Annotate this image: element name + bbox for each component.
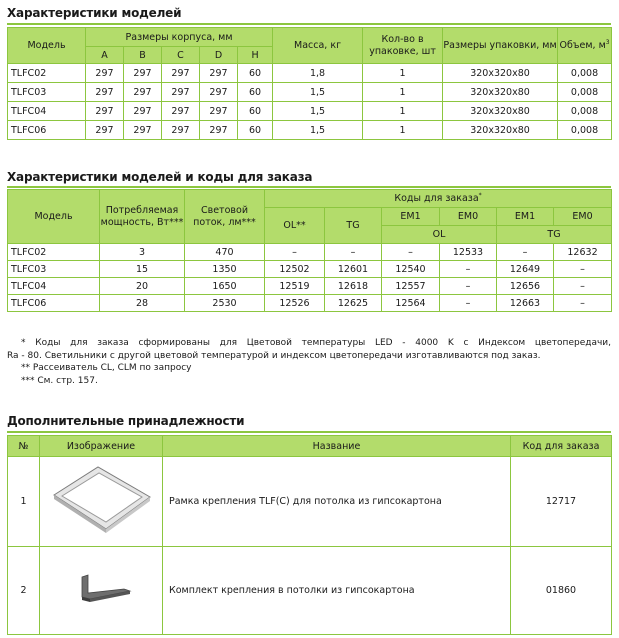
footnote-codes-2: Ra - 80. Светильники с другой цветовой температурой и индексом цветопередачи изготавливаются под заказ. xyxy=(7,350,541,361)
cell-mass: 1,5 xyxy=(273,102,363,121)
cell-b: 297 xyxy=(124,83,162,102)
header-tg-em1: EM1 xyxy=(497,208,554,226)
cell-tg: 12618 xyxy=(325,278,382,295)
cell-d: 297 xyxy=(200,102,238,121)
section-title-codes: Характеристики моделей и коды для заказа xyxy=(7,170,313,184)
footnote-page-ref: *** См. стр. 157. xyxy=(21,375,98,386)
header-num: № xyxy=(8,436,40,457)
cell-name: Комплект крепления в потолки из гипсокартона xyxy=(163,547,511,635)
cell-a: 297 xyxy=(86,64,124,83)
header-pack: Размеры упаковки, мм xyxy=(443,28,558,64)
cell-b: 297 xyxy=(124,121,162,140)
cell-model: TLFC04 xyxy=(8,278,100,295)
header-name: Название xyxy=(163,436,511,457)
mounting-bracket-icon xyxy=(66,569,136,609)
cell-qty: 1 xyxy=(363,83,443,102)
cell-flux: 1350 xyxy=(185,261,265,278)
cell-flux: 470 xyxy=(185,244,265,261)
table-row xyxy=(8,295,612,312)
header-em-ol: OL xyxy=(382,226,497,244)
cell-tg-em1: 12663 xyxy=(497,295,554,312)
cell-volume: 0,008 xyxy=(558,83,612,102)
table-row xyxy=(8,244,612,261)
header-model: Модель xyxy=(8,190,100,244)
cell-num: 2 xyxy=(8,547,40,635)
table-row xyxy=(8,64,612,83)
cell-h: 60 xyxy=(238,102,273,121)
cell-power: 3 xyxy=(100,244,185,261)
header-qty: Кол-во в упаковке, шт xyxy=(363,28,443,64)
table-row xyxy=(8,547,612,635)
accessories-table xyxy=(7,435,612,635)
cell-b: 297 xyxy=(124,102,162,121)
header-model: Модель xyxy=(8,28,86,64)
header-image: Изображение xyxy=(40,436,163,457)
cell-h: 60 xyxy=(238,64,273,83)
header-dim-c: C xyxy=(162,47,200,64)
cell-d: 297 xyxy=(200,121,238,140)
cell-model: TLFC02 xyxy=(8,244,100,261)
cell-h: 60 xyxy=(238,83,273,102)
cell-tg-em0: – xyxy=(554,278,612,295)
cell-d: 297 xyxy=(200,64,238,83)
cell-flux: 1650 xyxy=(185,278,265,295)
table-row xyxy=(8,121,612,140)
cell-a: 297 xyxy=(86,102,124,121)
cell-tg-em0: – xyxy=(554,295,612,312)
cell-ol: 12526 xyxy=(265,295,325,312)
section-title-models: Характеристики моделей xyxy=(7,6,182,20)
cell-name: Рамка крепления TLF(C) для потолка из гипсокартона xyxy=(163,457,511,547)
cell-ol-em1: 12564 xyxy=(382,295,440,312)
cell-tg-em1: 12649 xyxy=(497,261,554,278)
cell-model: TLFC02 xyxy=(8,64,86,83)
cell-tg-em0: – xyxy=(554,261,612,278)
table-row xyxy=(8,102,612,121)
header-mass: Масса, кг xyxy=(273,28,363,64)
cell-ol-em0: – xyxy=(440,295,497,312)
cell-model: TLFC06 xyxy=(8,121,86,140)
cell-c: 297 xyxy=(162,121,200,140)
codes-table xyxy=(7,189,612,312)
section-title-accessories: Дополнительные принадлежности xyxy=(7,414,245,428)
footnotes xyxy=(7,337,611,387)
header-flux: Световой поток, лм*** xyxy=(185,190,265,244)
cell-ol: – xyxy=(265,244,325,261)
cell-code: 12717 xyxy=(511,457,612,547)
header-power: Потребляемая мощность, Вт*** xyxy=(100,190,185,244)
section-rule xyxy=(7,186,611,188)
cell-tg-em0: 12632 xyxy=(554,244,612,261)
header-ol: OL** xyxy=(265,208,325,244)
cell-power: 15 xyxy=(100,261,185,278)
cell-volume: 0,008 xyxy=(558,102,612,121)
cell-pack: 320x320x80 xyxy=(443,83,558,102)
cell-c: 297 xyxy=(162,102,200,121)
cell-h: 60 xyxy=(238,121,273,140)
cell-tg-em1: 12656 xyxy=(497,278,554,295)
cell-pack: 320x320x80 xyxy=(443,121,558,140)
cell-model: TLFC03 xyxy=(8,261,100,278)
cell-ol: 12502 xyxy=(265,261,325,278)
header-ol-em0: EM0 xyxy=(440,208,497,226)
header-dim-h: H xyxy=(238,47,273,64)
cell-ol-em1: 12540 xyxy=(382,261,440,278)
cell-ol-em0: – xyxy=(440,261,497,278)
header-tg: TG xyxy=(325,208,382,244)
cell-mass: 1,5 xyxy=(273,83,363,102)
cell-tg: 12601 xyxy=(325,261,382,278)
table-row xyxy=(8,83,612,102)
cell-c: 297 xyxy=(162,83,200,102)
header-code: Код для заказа xyxy=(511,436,612,457)
cell-volume: 0,008 xyxy=(558,64,612,83)
cell-model: TLFC04 xyxy=(8,102,86,121)
cell-c: 297 xyxy=(162,64,200,83)
cell-num: 1 xyxy=(8,457,40,547)
cell-image xyxy=(40,457,163,547)
cell-pack: 320x320x80 xyxy=(443,64,558,83)
cell-qty: 1 xyxy=(363,102,443,121)
cell-qty: 1 xyxy=(363,64,443,83)
cell-tg: 12625 xyxy=(325,295,382,312)
cell-qty: 1 xyxy=(363,121,443,140)
table-row xyxy=(8,278,612,295)
section-rule xyxy=(7,23,611,25)
cell-b: 297 xyxy=(124,64,162,83)
cell-d: 297 xyxy=(200,83,238,102)
header-ol-em1: EM1 xyxy=(382,208,440,226)
header-dim-d: D xyxy=(200,47,238,64)
header-dim-a: A xyxy=(86,47,124,64)
header-codes: Коды для заказа* xyxy=(265,190,612,208)
header-em-tg: TG xyxy=(497,226,612,244)
ceiling-frame-icon xyxy=(46,461,156,539)
cell-model: TLFC06 xyxy=(8,295,100,312)
header-tg-em0: EM0 xyxy=(554,208,612,226)
cell-image xyxy=(40,547,163,635)
header-dim-b: B xyxy=(124,47,162,64)
cell-ol-em0: 12533 xyxy=(440,244,497,261)
cell-flux: 2530 xyxy=(185,295,265,312)
cell-ol-em1: 12557 xyxy=(382,278,440,295)
cell-power: 20 xyxy=(100,278,185,295)
cell-tg: – xyxy=(325,244,382,261)
models-table xyxy=(7,27,612,140)
cell-model: TLFC03 xyxy=(8,83,86,102)
header-volume: Объем, $м^3$ xyxy=(558,28,612,64)
cell-ol-em0: – xyxy=(440,278,497,295)
table-row xyxy=(8,457,612,547)
table-row xyxy=(8,261,612,278)
cell-pack: 320x320x80 xyxy=(443,102,558,121)
cell-mass: 1,5 xyxy=(273,121,363,140)
cell-a: 297 xyxy=(86,121,124,140)
cell-code: 01860 xyxy=(511,547,612,635)
cell-mass: 1,8 xyxy=(273,64,363,83)
cell-a: 297 xyxy=(86,83,124,102)
section-rule xyxy=(7,431,611,433)
cell-tg-em1: – xyxy=(497,244,554,261)
cell-ol-em1: – xyxy=(382,244,440,261)
cell-power: 28 xyxy=(100,295,185,312)
header-dims: Размеры корпуса, мм xyxy=(86,28,273,47)
cell-volume: 0,008 xyxy=(558,121,612,140)
footnote-codes-1: * Коды для заказа сформированы для Цветовой температуры LED - 4000 K с Индексом цветопередачи, xyxy=(21,338,611,348)
footnote-diffuser: ** Рассеиватель CL, CLM по запросу xyxy=(21,363,192,374)
cell-ol: 12519 xyxy=(265,278,325,295)
